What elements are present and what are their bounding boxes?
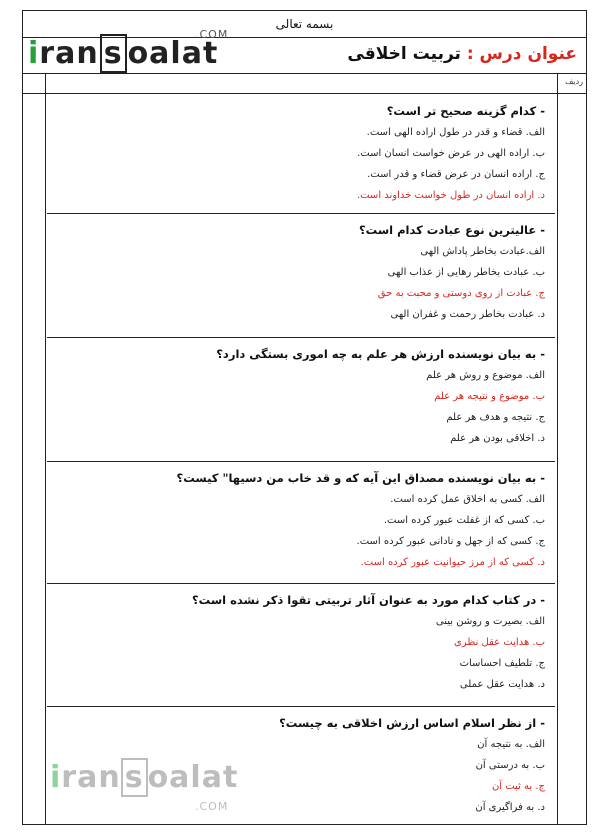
question-2 — [47, 219, 555, 325]
option-a: الف.عبادت بخاطر پاداش الهی — [420, 246, 545, 257]
option-a: الف. بصیرت و روشن بینی — [435, 616, 545, 627]
option-a: الف. به نتیجه آن — [477, 739, 545, 750]
question-divider — [47, 461, 555, 462]
question-divider — [47, 583, 555, 584]
option-d: د. هدایت عقل عملی — [459, 679, 545, 690]
option-d: د. اخلاقی بودن هر علم — [450, 433, 545, 444]
option-d-correct: د. کسی که از مرز حیوانیت عبور کرده است. — [360, 557, 545, 568]
option-c: ج. تلطیف احساسات — [459, 658, 545, 669]
option-d: د. عبادت بخاطر رحمت و غفران الهی — [390, 309, 545, 320]
left-margin-line — [45, 74, 46, 825]
row-number-column-line — [557, 74, 558, 825]
question-3 — [47, 343, 555, 449]
option-b: ب. عبادت بخاطر رهایی از عذاب الهی — [387, 267, 545, 278]
option-d-correct: د. اراده انسان در طول خواست خداوند است. — [356, 190, 545, 201]
option-c-correct: ج. عبادت از روی دوستی و محبت به حق — [377, 288, 545, 299]
basmala: بسمه تعالی — [22, 10, 587, 38]
question-divider — [47, 337, 555, 338]
option-a: الف. موضوع و روش هر علم — [426, 370, 545, 381]
logo-domain: .COM — [195, 28, 229, 41]
header-band — [22, 38, 587, 74]
option-a: الف. کسی به اخلاق عمل کرده است. — [390, 494, 545, 505]
course-label: عنوان درس : — [466, 44, 577, 64]
option-c: ج. کسی که از جهل و نادانی عبور کرده است. — [356, 536, 545, 547]
row-header — [22, 74, 587, 94]
option-a: الف. قضاء و قدر در طول اراده الهی است. — [366, 127, 545, 138]
logo-part-oalat: oalat — [127, 36, 219, 71]
question-title: - به بیان نویسنده ارزش هر علم به چه اموری بستگی دارد؟ — [216, 347, 545, 361]
course-name: تربیت اخلاقی — [347, 44, 461, 64]
option-b: ب. به درستی آن — [475, 760, 545, 771]
row-number-label: ردیف — [565, 77, 583, 86]
option-b-correct: ب. هدایت عقل نظری — [454, 637, 545, 648]
question-title: - کدام گزینه صحیح تر است؟ — [386, 104, 545, 118]
watermark-letter-i: i — [50, 760, 62, 795]
question-title: - عالیترین نوع عبادت کدام است؟ — [359, 223, 545, 237]
watermark-part-oalat: oalat — [147, 760, 239, 795]
watermark-letter-s: s — [121, 758, 148, 797]
option-c-correct: ج. به ثبت آن — [491, 781, 545, 792]
question-title: - به بیان نویسنده مصداق این آیه که و قد خاب من دسیها" کیست؟ — [176, 471, 545, 485]
question-1 — [47, 100, 555, 206]
option-b: ب. کسی که از غفلت عبور کرده است. — [383, 515, 545, 526]
question-title: - از نظر اسلام اساس ارزش اخلاقی به چیست؟ — [279, 716, 545, 730]
logo-letter-i: i — [28, 36, 40, 71]
question-5 — [47, 589, 555, 695]
option-b-correct: ب. موضوع و نتیجه هر علم — [434, 391, 545, 402]
option-b: ب. اراده الهی در عرض خواست انسان است. — [357, 148, 545, 159]
option-c: ج. اراده انسان در عرض قضاء و قدر است. — [367, 169, 545, 180]
option-c: ج. نتیجه و هدف هر علم — [446, 412, 545, 423]
course-title — [347, 44, 577, 64]
watermark-domain: .COM — [195, 800, 229, 813]
question-divider — [47, 213, 555, 214]
site-logo — [28, 36, 218, 71]
option-d: د. به فراگیری آن — [475, 802, 545, 813]
logo-letter-s: s — [100, 34, 127, 73]
watermark-part-ran: ran — [61, 760, 121, 795]
logo-part-ran: ran — [39, 36, 99, 71]
watermark-logo — [50, 760, 238, 795]
question-4 — [47, 467, 555, 573]
question-title: - در کتاب کدام مورد به عنوان آثار تربیتی تقوا ذکر نشده است؟ — [191, 593, 545, 607]
question-divider — [47, 706, 555, 707]
